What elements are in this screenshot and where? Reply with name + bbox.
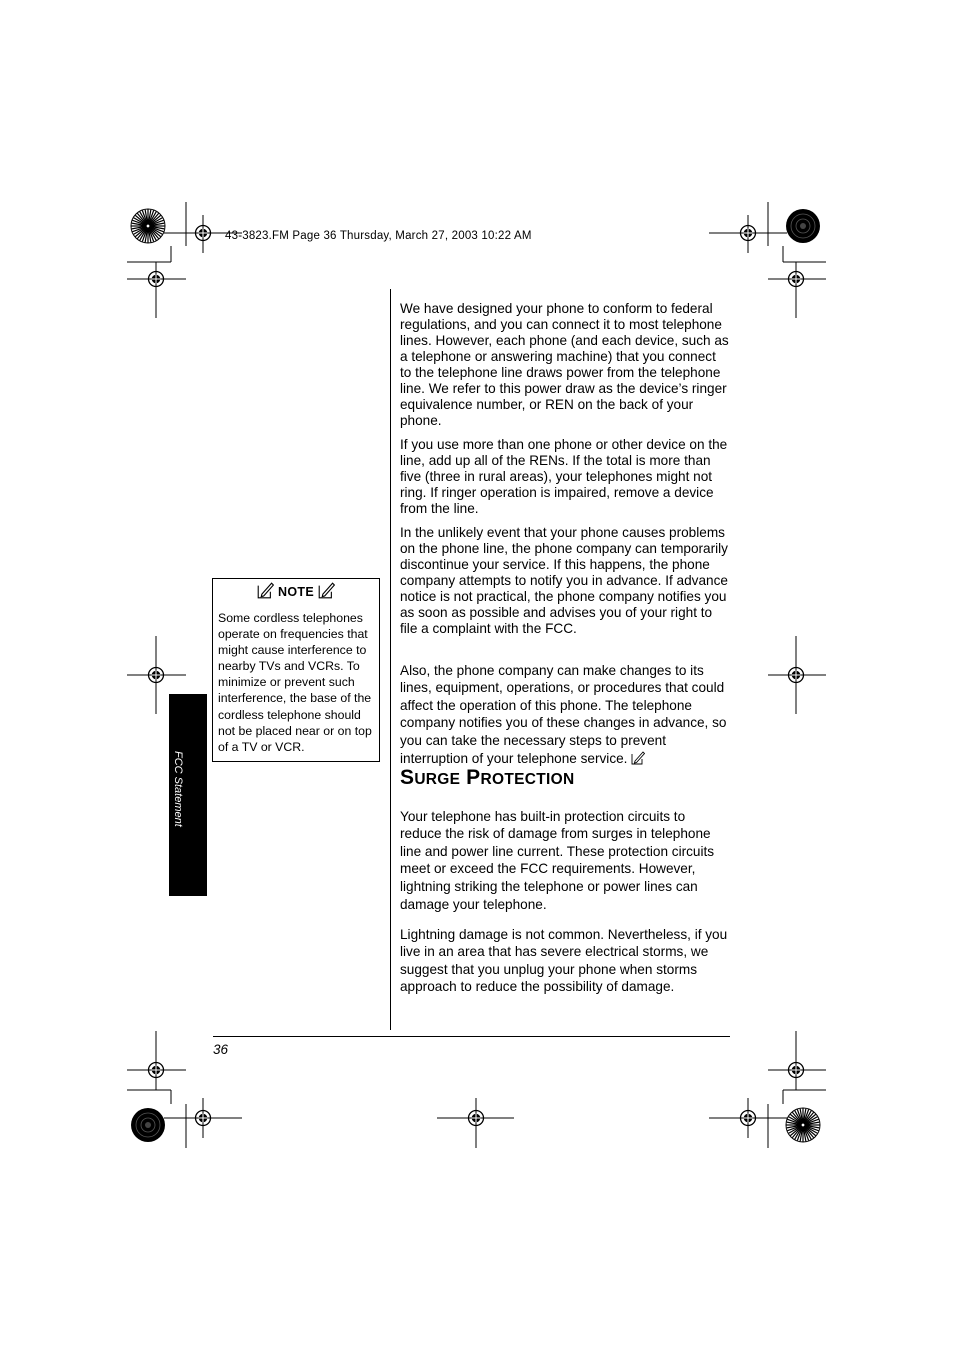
starburst-target-icon — [786, 1108, 820, 1142]
body-paragraph-text: Also, the phone company can make changes to its lines, equipment, operations, or procedures that could affect the operation of this phone. The telephone company notifies you of these changes in advance, so you can take the necessary steps to prevent interruption of your telephone service. — [400, 662, 727, 766]
note-header — [213, 582, 379, 599]
solid-target-icon — [786, 209, 820, 243]
heading-smallcaps: ROTECTION — [480, 771, 575, 788]
note-title: NOTE — [278, 585, 314, 599]
heading-initial: S — [400, 766, 415, 789]
page-number: 36 — [213, 1042, 229, 1057]
section-tab — [169, 694, 207, 896]
section-tab-label: FCC Statement — [172, 751, 184, 827]
column-divider — [390, 289, 391, 1030]
body-paragraph: In the unlikely event that your phone causes problems on the phone line, the phone company can temporarily discontinue your service. If this happens, the phone company attempts to notify you in advance. If advance notice is not practical, the phone company notifies you as soon as possible and advises you of your right to file a complaint with the FCC. — [400, 524, 728, 637]
note-pencil-icon — [257, 582, 274, 599]
footer-rule — [213, 1036, 730, 1037]
heading-smallcaps: URGE — [414, 771, 461, 788]
body-paragraph: We have designed your phone to conform to federal regulations, and you can connect it to most telephone lines. However, each phone (and each device, such as a telephone or answering machine) that you connect to the telephone line draws power from the telephone line. We refer to this power draw as the device’s ringer equivalence number, or REN on the back of your phone. — [400, 300, 729, 429]
section-tab-label-wrap — [172, 751, 204, 841]
starburst-target-icon — [131, 209, 165, 243]
body-paragraph: Lightning damage is not common. Nevertheless, if you live in an area that has severe electrical storms, we suggest that you unplug your phone when storms approach to reduce the possibility of damage. — [400, 926, 728, 995]
body-paragraph — [400, 662, 730, 768]
note-box — [212, 578, 380, 762]
body-paragraph: If you use more than one phone or other device on the line, add up all of the RENs. If the total is more than five (three in rural areas), your telephones might not ring. If ringer operation is impaired, remove a device from the line. — [400, 436, 728, 516]
heading-initial: P — [466, 766, 481, 789]
note-text: Some cordless telephones operate on frequencies that might cause interference to nearby TVs and VCRs. To minimize or prevent such interference, the base of the cordless telephone should not be placed near or on top of a TV or VCR. — [218, 611, 372, 754]
note-pencil-icon — [631, 751, 645, 765]
body-paragraph: Your telephone has built-in protection circuits to reduce the risk of damage from surges in telephone line and power line current. These protection circuits meet or exceed the FCC requirements. However, lightning striking the telephone or power lines can damage your telephone. — [400, 808, 715, 912]
file-info-header: 43-3823.FM Page 36 Thursday, March 27, 2003 10:22 AM — [225, 230, 532, 242]
note-pencil-icon — [318, 582, 335, 599]
section-heading — [400, 766, 730, 789]
solid-target-icon — [131, 1108, 165, 1142]
